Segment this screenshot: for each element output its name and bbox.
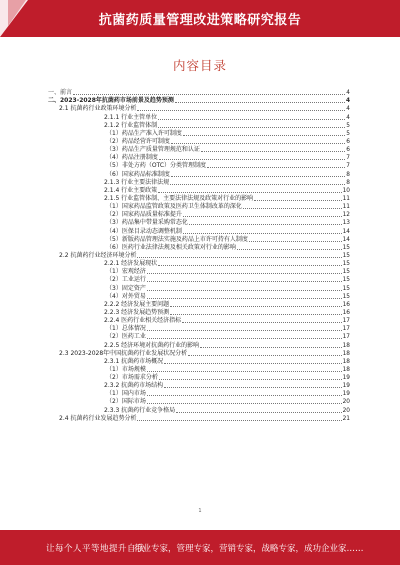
toc-leader-dots [170,184,345,185]
toc-entry-label: （5）非处方药（OTC）分类管理制度 [106,162,207,170]
footer-slogan: 让每个人平等地提升自我 [46,544,146,554]
toc-entry-page: 5 [346,122,350,129]
toc-leader-dots [175,102,345,103]
toc-entry-page: 14 [342,236,350,243]
toc-entry[interactable] [48,195,350,203]
toc-entry-page: 4 [346,106,350,113]
toc-entry[interactable] [48,227,350,235]
toc-entry[interactable] [48,301,350,309]
toc-entry-label: （6）国家药品标准制度 [106,170,170,178]
toc-entry-page: 4 [345,98,350,105]
toc-entry[interactable] [48,415,350,423]
toc-entry-label: 2.2.1 经济发展现状 [104,260,158,268]
toc-entry[interactable] [48,350,350,358]
toc-leader-dots [171,143,345,144]
toc-entry-page: 10 [342,187,350,194]
toc-entry-page: 7 [346,155,350,162]
toc-entry[interactable] [48,113,350,121]
toc-entry[interactable] [48,358,350,366]
toc-leader-dots [200,347,341,348]
toc-entry-page: 15 [342,252,350,259]
toc-entry-page: 8 [346,171,350,178]
toc-entry-label: 2.4 抗菌药行业发展趋势分析 [59,414,137,422]
toc-entry-page: 19 [342,383,350,390]
toc-entry-page: 14 [342,228,350,235]
toc-leader-dots [158,119,345,120]
toc-entry[interactable] [48,122,350,130]
toc-entry-page: 17 [342,326,350,333]
toc-entry-label: 2.2.3 经济发展趋势预测 [104,308,170,316]
toc-entry-page: 7 [346,163,350,170]
toc-entry-page: 18 [342,366,350,373]
toc-leader-dots [183,216,342,217]
toc-entry-label: 2.3.3 抗菌药行业竞争格局 [104,406,176,414]
toc-entry-page: 4 [346,90,350,97]
toc-entry[interactable] [48,382,350,390]
toc-entry-label: （1）国内市场 [106,390,146,398]
toc-entry-label: 2.2.5 经济环境对抗菌药行业的影响 [104,341,200,349]
toc-entry[interactable] [48,89,350,97]
document-title: 抗菌药质量管理改进策略研究报告 [98,13,302,28]
toc-leader-dots [147,290,342,291]
toc-leader-dots [137,257,341,258]
toc-entry-page: 18 [342,350,350,357]
toc-entry-page: 15 [342,261,350,268]
toc-entry[interactable] [48,317,350,325]
toc-entry-page: 15 [342,293,350,300]
toc-entry-label: 2.1.3 行业主要法律法规 [104,178,170,186]
toc-entry-page: 15 [342,269,350,276]
toc-leader-dots [201,151,345,152]
toc-leader-dots [188,355,341,356]
toc-entry-label: 2.2 抗菌药行业经济环境分析 [59,251,137,259]
toc-leader-dots [158,127,345,128]
toc-entry-label: （1）药品生产准入许可制度 [106,129,182,137]
toc-entry[interactable] [48,162,350,170]
toc-entry-label: 二、2023-2028年抗菌药市场前景及趋势预测 [48,97,174,105]
toc-entry[interactable] [48,146,350,154]
toc-entry-page: 18 [342,358,350,365]
toc-entry[interactable] [48,211,350,219]
toc-leader-dots [158,192,341,193]
toc-leader-dots [237,249,342,250]
toc-leader-dots [176,412,341,413]
toc-entry[interactable] [48,341,350,349]
toc-entry-label: 2.1.1 行业主管单位 [104,113,158,121]
toc-entry-page: 21 [342,415,350,422]
toc-leader-dots [170,306,341,307]
toc-entry[interactable] [48,130,350,138]
toc-leader-dots [170,314,341,315]
toc-leader-dots [189,224,342,225]
table-of-contents [48,89,350,423]
toc-heading: 内容目录 [172,58,227,73]
toc-leader-dots [73,94,345,95]
toc-entry-page: 4 [346,114,350,121]
toc-leader-dots [158,265,341,266]
toc-entry[interactable] [48,284,350,292]
toc-leader-dots [147,273,342,274]
toc-leader-dots [159,159,345,160]
toc-leader-dots [147,403,342,404]
toc-entry-label: （3）药品集中带量采购常态化 [106,219,188,227]
toc-entry-label: （1）国家药品监管政策及医药卫生体制改革的深化 [106,203,242,211]
toc-leader-dots [147,281,342,282]
toc-leader-dots [147,395,342,396]
toc-entry-label: （2）国际市场 [106,398,146,406]
toc-entry-label: （4）药品注册制度 [106,154,158,162]
toc-entry-page: 20 [342,399,350,406]
toc-leader-dots [147,338,342,339]
toc-entry[interactable] [48,187,350,195]
toc-entry-label: （4）对外贸易 [106,292,146,300]
toc-entry[interactable] [48,268,350,276]
toc-entry-label: 2.1.4 行业主要政策 [104,186,158,194]
toc-leader-dots [137,420,341,421]
toc-entry-page: 19 [342,391,350,398]
toc-entry[interactable] [48,309,350,317]
toc-entry[interactable] [48,390,350,398]
toc-entry-label: （6）医药行业法律法规及相关政策对行业的影响 [106,243,236,251]
toc-entry[interactable] [48,276,350,284]
toc-entry-page: 19 [342,375,350,382]
toc-entry-label: （5）新版药品管理法实施及药品上市许可持有人制度 [106,235,248,243]
toc-entry[interactable] [48,374,350,382]
toc-entry[interactable] [48,333,350,341]
toc-entry[interactable] [48,170,350,178]
toc-leader-dots [147,330,342,331]
toc-entry-page: 15 [342,285,350,292]
toc-leader-dots [164,363,341,364]
page-header [0,0,400,37]
toc-entry-page: 6 [346,147,350,154]
toc-entry-label: （1）总体情况 [106,325,146,333]
toc-entry-page: 11 [342,204,350,211]
toc-entry-page: 16 [342,301,350,308]
toc-entry[interactable] [48,236,350,244]
toc-entry[interactable] [48,366,350,374]
toc-entry-label: （3）固定资产 [106,284,146,292]
toc-entry-label: （2）国家药品质量标准提升 [106,211,182,219]
footer-experts: 行业专家，管理专家，营销专家，战略专家，成功企业家…… [134,544,364,554]
toc-leader-dots [207,167,345,168]
toc-entry-page: 15 [342,277,350,284]
toc-entry-label: （1）宏观经济 [106,268,146,276]
toc-entry-label: （3）药品生产质量管理规范和认证 [106,146,200,154]
toc-leader-dots [249,241,342,242]
toc-leader-dots [171,176,345,177]
toc-leader-dots [254,200,341,201]
toc-entry-page: 16 [342,309,350,316]
toc-entry-page: 5 [346,130,350,137]
page-number: 1 [198,508,202,514]
toc-entry-page: 17 [342,318,350,325]
toc-entry[interactable] [48,244,350,252]
toc-entry-label: 2.2.4 医药行业相关经济指标 [104,317,182,325]
toc-entry[interactable] [48,252,350,260]
toc-entry[interactable] [48,406,350,414]
toc-entry-label: 2.3.1 抗菌药市场概况 [104,357,164,365]
toc-entry-label: 2.3 2023-2028年中国抗菌药行业发展状况分析 [59,349,188,357]
toc-entry[interactable] [48,105,350,113]
page-footer [0,530,400,565]
toc-entry-page: 13 [342,220,350,227]
toc-entry-label: 2.1 抗菌药行业政策环境分析 [59,105,137,113]
toc-leader-dots [159,379,342,380]
toc-leader-dots [137,110,345,111]
toc-entry[interactable] [48,260,350,268]
toc-entry-label: 2.1.2 行业监管体制 [104,121,158,129]
toc-leader-dots [147,371,342,372]
toc-entry[interactable] [48,179,350,187]
toc-entry-label: （2）医药工业 [106,333,146,341]
toc-leader-dots [182,322,341,323]
toc-entry[interactable] [48,325,350,333]
toc-leader-dots [183,135,345,136]
toc-entry-label: （2）药品经营许可制度 [106,137,170,145]
toc-leader-dots [243,208,342,209]
toc-entry-page: 15 [342,244,350,251]
toc-entry-label: 一、前言 [48,89,73,97]
toc-leader-dots [164,387,341,388]
toc-entry-label: （2）工业运行 [106,276,146,284]
toc-entry[interactable] [48,203,350,211]
toc-leader-dots [183,233,342,234]
toc-entry-page: 8 [346,179,350,186]
toc-entry-page: 11 [342,195,350,202]
toc-entry-page: 18 [342,342,350,349]
toc-entry-page: 17 [342,334,350,341]
toc-entry[interactable] [48,219,350,227]
toc-leader-dots [147,298,342,299]
toc-entry[interactable] [48,138,350,146]
toc-entry-page: 12 [342,212,350,219]
toc-entry[interactable] [48,293,350,301]
toc-entry-label: 2.1.5 行业监管体制、主要法律法规及政策对行业的影响 [104,194,254,202]
toc-entry-label: （4）医保目录动态调整机制 [106,227,182,235]
toc-entry-label: 2.3.2 抗菌药市场结构 [104,382,164,390]
toc-entry-label: （1）市场规模 [106,365,146,373]
toc-entry-page: 6 [346,138,350,145]
toc-entry[interactable] [48,398,350,406]
toc-entry-page: 20 [342,407,350,414]
toc-entry-label: 2.2.2 经济发展主要问题 [104,300,170,308]
toc-entry-label: （2）市场需求分析 [106,374,158,382]
